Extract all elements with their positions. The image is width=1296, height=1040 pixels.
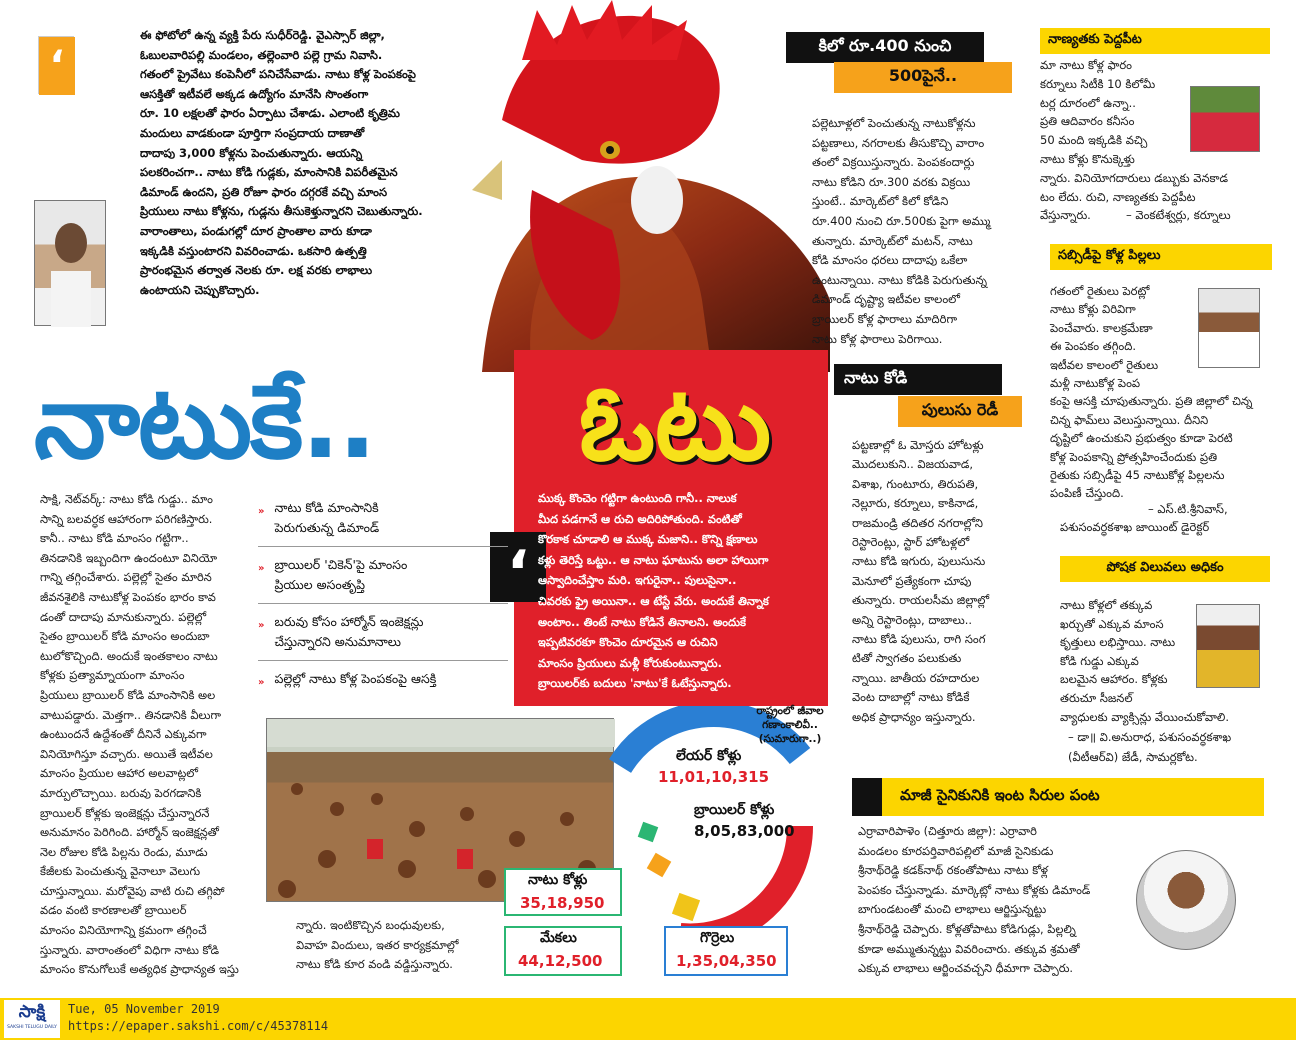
bullet-label: నాటు కోడి మాంసానికి పెరుగుతున్న డిమాండ్‌	[274, 500, 380, 535]
bullet-item	[258, 496, 508, 547]
natu-label: నాటు కోళ్లు	[528, 872, 588, 888]
quality-byline: – వెంకటేశ్వర్లు, కర్నూలు	[1126, 208, 1231, 222]
arrow-bullet-icon: »	[258, 506, 265, 517]
pulusu-tag-2: పులుసు రెడీ	[898, 396, 1022, 427]
quality-title: నాణ్యతకు పెద్దపీట	[1040, 28, 1270, 54]
bullet-item	[258, 604, 508, 661]
subsidy-text: గతంలో రైతులు పెరట్లో నాటు కోళ్లు విరివిగా పెంచేవారు. కాలక్రమేణా ఈ పెంపకం తగ్గింది. ఇటీవల కాలంలో రైతులు మళ్లీ నాటుకోళ్ల పెంప కంపై ఆసక్తి చూపుతున్నారు. ప్రతి జిల్లాలో చిన్న చిన్న ఫామ్‌లు వెలుస్తున్నాయి. దీనిని దృష్టిలో ఉంచుకుని ప్రభుత్వం కూడా పెరటి కోళ్ల పెంపకాన్ని ప్రోత్సహించేందుకు ప్రతి రైతుకు సబ్సిడీపై 45 నాటుకోళ్ల పిల్లలను పంపిణీ చేస్తుంది.	[1050, 284, 1253, 501]
person-photo-srinathreddy	[1136, 850, 1236, 950]
subsidy-title: సబ్సిడీపై కోళ్ల పిల్లలు	[1050, 244, 1272, 270]
continuation-text: న్నారు. ఇంటికొచ్చిన బంధువులకు, వివాహ విందులు, ఇతర కార్యక్రమాల్లో నాటు కోడి కూర వండి వడ్డిస్తున్నారు.	[296, 918, 459, 972]
soldier-title: మాజీ సైనికునికి ఇంట సిరుల పంట	[900, 786, 1100, 804]
stats-title: రాష్ట్రంలో జీవాల గణాంకాలివీ.. (సుమారుగా..)	[756, 705, 824, 745]
bullet-item	[258, 547, 508, 604]
layer-label: లేయర్‌ కోళ్లు	[676, 748, 742, 764]
headline-part-2: ఓటు	[578, 362, 772, 484]
main-article-text: సాక్షి, నెట్‌వర్క్‌: నాటు కోడి గుడ్డు.. మాం సాన్ని బలవర్ధక ఆహారంగా పరిగణిస్తారు. కానీ.. నాటు కోడి మాంసం గట్టిగా.. తినడానికి ఇబ్బందిగా ఉందంటూ వినియో గాన్ని తగ్గించేశారు. పల్లెల్లో సైతం మారిన జీవనశైలికి నాటుకోళ్ల పెంపకం భారం కావ డంతో దాదాపు మానుకున్నారు. పల్లెల్లో సైతం బ్రాయిలర్‌ కోడి మాంసం అందుబా టులోకొచ్చింది. అందుకే ఇంతకాలం నాటు కోళ్లకు ప్రత్యామ్నాయంగా మాంసం ప్రియులు బ్రాయిలర్‌ కోడి మాంసానికి అల వాటుపడ్డారు. మెత్తగా.. తినడానికి వీలుగా ఉంటుందనే ఉద్దేశంతో దీనినే ఎక్కువగా వినియోగిస్తూ వచ్చారు. అయితే ఇటీవల మాంసం ప్రియుల ఆహార అలవాట్లలో మార్పులొచ్చాయి. బరువు పెరగడానికి బ్రాయిలర్‌ కోళ్లకు ఇంజెక్షన్లు చేస్తున్నారనే అనుమానం పెరిగింది. హార్మోన్‌ ఇంజెక్షన్లతో నెల రోజుల కోడి పిల్లను రెండు, మూడు కేజీలకు పెంచుతున్న వైనాలూ వెలుగు చూస్తున్నాయి. మరోవైపు వాటి రుచి తగ్గిపో వడం వంటి కారణాలతో బ్రాయిలర్‌ మాంసం వినియోగాన్ని క్రమంగా తగ్గించే స్తున్నారు. వారాంతంలో విధిగా నాటు కోడి మాంసం కొనుగోలుకే అత్యధిక ప్రాధాన్యత ఇస్తు	[40, 492, 239, 977]
rooster-image	[462, 0, 830, 372]
quality-text: మా నాటు కోళ్ల ఫారం కర్నూలు సిటీకి 10 కిలోమీ టర్ల దూరంలో ఉన్నా.. ప్రతి ఆదివారం కనీసం 50 మంది ఇక్కడికి వచ్చి నాటు కోళ్లు కొనుక్కెళ్తు న్నారు. వినియోగదారులు డబ్బుకు వెనకాడ టం లేదు. రుచి, నాణ్యతకు పెద్దపీట వేస్తున్నారు.	[1040, 58, 1228, 223]
arrow-bullet-icon: »	[258, 620, 265, 631]
footer-url[interactable]: https://epaper.sakshi.com/c/45378114	[68, 1019, 329, 1033]
bullet-item	[258, 661, 508, 695]
footer-logo	[4, 1000, 60, 1038]
goat-label: మేకలు	[540, 930, 577, 946]
kilo-tag-2: 500పైనే..	[834, 62, 1012, 93]
subsidy-byline-2: పశుసంవర్ధకశాఖ జాయింట్‌ డైరెక్టర్‌	[1060, 520, 1210, 534]
footer-logo-sub: SAKSHI TELUGU DAILY	[7, 1025, 57, 1030]
kilo-text: పల్లెటూళ్లలో పెంచుతున్న నాటుకోళ్లను పట్టణాలు, నగరాలకు తీసుకొచ్చి వారాం తంలో విక్రయిస్తున్నారు. పెంపకందార్లు నాటు కోడిని రూ.300 వరకు విక్రయి స్తుంటే.. మార్కెట్‌లో కిలో కోడిని రూ.400 నుంచి రూ.500కు పైగా అమ్ము తున్నారు. మార్కెట్‌లో మటన్‌, నాటు కోడి మాంసం ధరలు దాదాపు ఒకేలా ఉంటున్నాయి. నాటు కోడికి పెరుగుతున్న డిమాండ్‌ దృష్ట్యా ఇటీవల కాలంలో బ్రాయిలర్‌ కోళ్ల ఫారాలు మాదిరిగా నాటు కోళ్ల ఫారాలు పెరిగాయి.	[812, 116, 991, 346]
person-photo-sudhir	[34, 200, 106, 326]
bullet-label: బ్రాయిలర్‌ 'చికెన్‌'పై మాంసం ప్రియుల అసంతృప్తి	[274, 557, 408, 592]
goat-value: 44,12,500	[518, 952, 603, 970]
broiler-label: బ్రాయిలర్‌ కోళ్లు	[694, 802, 775, 818]
bullet-label: పల్లెల్లో నాటు కోళ్ల పెంపకంపై ఆసక్తి	[274, 671, 437, 686]
sheep-value: 1,35,04,350	[676, 952, 777, 970]
footer-logo-text: సాక్షి	[18, 1002, 46, 1022]
quote-mark-icon: ‘	[39, 37, 75, 95]
red-quote-mark-icon: ‘	[490, 532, 546, 602]
nutrition-title: పోషక విలువలు అధికం	[1060, 556, 1270, 582]
layer-value: 11,01,10,315	[658, 768, 770, 786]
pulusu-tag-1: నాటు కోడి	[834, 364, 1002, 395]
arrow-bullet-icon: »	[258, 563, 265, 574]
intro-quote-box	[38, 36, 74, 94]
kilo-tag-1: కిలో రూ.400 నుంచి	[786, 32, 984, 63]
bullet-list	[258, 496, 508, 695]
sheep-label: గొర్రెలు	[700, 930, 735, 946]
footer-date: Tue, 05 November 2019	[68, 1002, 220, 1016]
natu-value: 35,18,950	[520, 894, 605, 912]
intro-text: ఈ ఫోటోలో ఉన్న వ్యక్తి పేరు సుధీర్‌రెడ్డి. వైఎస్సార్‌ జిల్లా, ఓబులవారిపల్లి మండలం, తల్లెంవారి పల్లె గ్రామ నివాసి. గతంలో ప్రైవేటు కంపెనీలో పనిచేసేవాడు. నాటు కోళ్ల పెంపకంపై ఆసక్తితో ఇటీవలే అక్కడ ఉద్యోగం మానేసి సొంతంగా రూ. 10 లక్షలతో ఫారం ఏర్పాటు చేశాడు. ఎలాంటి కృత్రిమ మందులు వాడకుండా పూర్తిగా సంప్రదాయ దాణాతో దాదాపు 3,000 కోళ్లను పెంచుతున్నారు. ఆయన్ని పలకరించగా.. నాటు కోడి గుడ్లకు, మాంసానికి విపరీతమైన డిమాండ్‌ ఉందని, ప్రతి రోజూ ఫారం దగ్గరకే వచ్చి మాంస ప్రియులు నాటు కోళ్లను, గుడ్లను తీసుకెళ్తున్నారని చెబుతున్నారు. వారాంతాలు, పండుగల్లో దూర ప్రాంతాల వారు కూడా ఇక్కడికి వస్తుంటారని వివరించాడు. ఒకసారి ఉత్పత్తి ప్రారంభమైన తర్వాత నెలకు రూ. లక్ష వరకు లాభాలు ఉంటాయని చెప్పుకొచ్చారు.	[140, 28, 423, 297]
pulusu-text: పట్టణాల్లో ఓ మోస్తరు హోటళ్లు మొదలుకుని.. విజయవాడ, విశాఖ, గుంటూరు, తిరుపతి, నెల్లూరు, కర్నూలు, కాకినాడ, రాజమండ్రి తదితర నగరాల్లోని రెస్టారెంట్లు, స్టార్‌ హోటళ్లలో నాటు కోడి ఇగురు, పులుసును మెనూలో ప్రత్యేకంగా చూపు తున్నారు. రాయలసీమ జిల్లాల్లో అన్ని రెస్టారెంట్లు, దాబాలు.. నాటు కోడి పులుసు, రాగి సంగ టితో స్వాగతం పలుకుతు న్నాయి. జాతీయ రహదారుల వెంట దాబాల్లో నాటు కోడికే అధిక ప్రాధాన్యం ఇస్తున్నారు.	[852, 438, 990, 724]
red-box-text: ముక్క కొంచెం గట్టిగా ఉంటుంది గానీ.. నాలుక మీద పడగానే ఆ రుచి అదిరిపోతుంది. వంటితో కొరకాక చూడాలి ఆ ముక్క మజాని.. కొన్ని క్షణాలు కళ్లు తెరిస్తే ఒట్టు.. ఆ నాటు ఘాటును అలా హాయిగా ఆస్వాదించేస్తాం మరి. ఇగురైనా.. పులుసైనా.. చివరకు ఫ్రై అయినా.. ఆ టేస్టే వేరు. అందుకే తిన్నాక అంటాం.. తింటే నాటు కోడినే తినాలని. అందుకే ఇప్పటివరకూ కొంచెం దూరమైన ఆ రుచిని మాంసం ప్రియులు మళ్లీ కోరుకుంటున్నారు. బ్రాయిలర్‌కు బదులు 'నాటు'కే ఓటేస్తున్నారు.	[538, 491, 769, 691]
broiler-value: 8,05,83,000	[694, 822, 795, 840]
nutrition-byline-2: (వీటీఆర్‌వి) జేడీ, సామర్లకోట.	[1068, 750, 1198, 764]
soldier-text: ఎర్రావారిపాళెం (చిత్తూరు జిల్లా): ఎర్రావారి మండలం కూరపర్తివారిపల్లిలో మాజీ సైనికుడు శ్రీనాథ్‌రెడ్డి కడక్‌నాథ్‌ రకంతోపాటు నాటు కోళ్ల పెంపకం చేస్తున్నాడు. మార్కెట్లో నాటు కోళ్లకు డిమాండ్‌ బాగుండటంతో మంచి లాభాలు ఆర్జిస్తున్నట్టు శ్రీనాథ్‌రెడ్డి చెప్పారు. కోళ్లతోపాటు కోడిగుడ్లు, పిల్లల్ని కూడా అమ్ముతున్నట్టు వివరించారు. తక్కువ శ్రమతో ఎక్కువ లాభాలు ఆర్జించవచ్చని ధీమాగా చెప్పారు.	[858, 824, 1091, 976]
subsidy-byline-1: – ఎస్‌.టి.శ్రీనివాస్‌,	[1148, 502, 1228, 516]
headline-part-1: నాటుకే..	[34, 363, 375, 482]
arrow-bullet-icon: »	[258, 677, 265, 688]
nutrition-byline-1: – డా॥ వి.అనురాధ, పశుసంవర్ధకశాఖ	[1068, 730, 1232, 744]
nutrition-text: నాటు కోళ్లలో తక్కువ ఖర్చుతో ఎక్కువ మాంస కృత్తులు లభిస్తాయి. నాటు కోడి గుడ్డు ఎక్కువ బలమైన ఆహారం. కోళ్లకు తరుచూ సీజనల్‌ వ్యాధులకు వ్యాక్సిన్లు వేయించుకోవాలి.	[1060, 598, 1229, 724]
bullet-label: బరువు కోసం హార్మోన్‌ ఇంజెక్షన్లు చేస్తున్నారని అనుమానాలు	[274, 614, 424, 649]
